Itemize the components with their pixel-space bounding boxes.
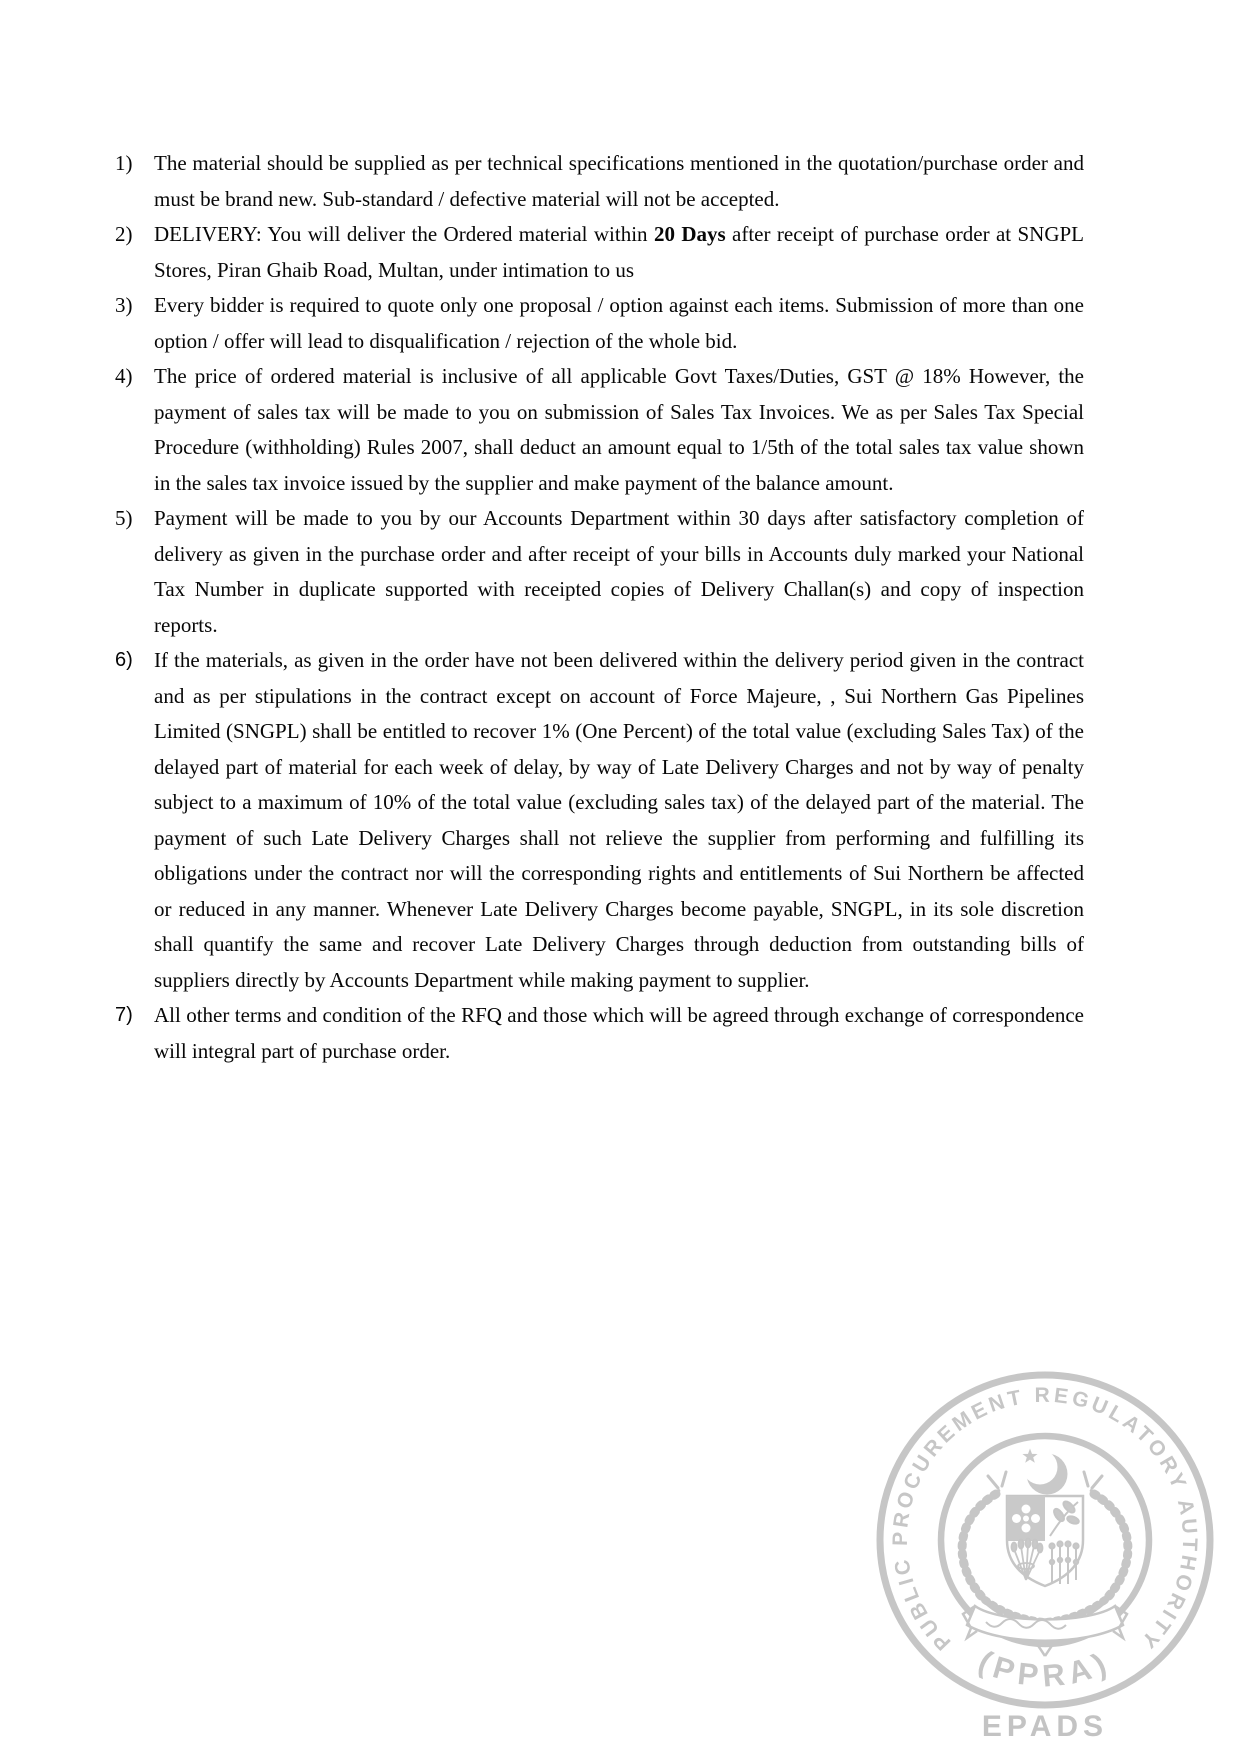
seal-outer-ring [880, 1375, 1210, 1705]
term-item [115, 288, 1084, 359]
term-item [115, 359, 1084, 501]
star-icon [1022, 1449, 1037, 1463]
shield-icon [1007, 1496, 1083, 1586]
crescent-icon [1023, 1450, 1068, 1495]
ppra-seal [880, 1375, 1210, 1743]
term-marker: 6) [115, 649, 133, 671]
term-marker: 4) [115, 364, 133, 388]
epads-label: EPADS [981, 1710, 1109, 1743]
term-item [115, 501, 1084, 643]
term-text: The price of ordered material is inclusive of all applicable Govt Taxes/Duties, GST @ 18% However, the payment of sales tax will be made to you on submission of Sales Tax Invoices. We as per Sales Tax Special Procedure (withholding) Rules 2007, shall deduct an amount equal to 1/5th of the total sales tax value shown in the sales tax invoice issued by the supplier and make payment of the balance amount. [154, 364, 1084, 495]
ppra-watermark [850, 1355, 1241, 1755]
term-item [115, 643, 1084, 998]
term-text: Every bidder is required to quote only one proposal / option against each items. Submission of more than one option / offer will lead to disqualification / rejection of the whole bid. [154, 293, 1084, 353]
seal-ring-title: PUBLIC PROCUREMENT REGULATORY AUTHORITY [888, 1383, 1202, 1655]
term-marker: 3) [115, 293, 133, 317]
term-item [115, 217, 1084, 288]
term-marker: 2) [115, 222, 133, 246]
term-text: All other terms and condition of the RFQ and those which will be agreed through exchange of correspondence will integral part of purchase order. [154, 1003, 1084, 1063]
term-marker: 5) [115, 506, 133, 530]
term-marker: 1) [115, 151, 133, 175]
seal-ppra-abbrev: (PPRA) [973, 1643, 1117, 1694]
pakistan-state-emblem-icon [962, 1449, 1128, 1657]
seal-inner-ring [941, 1436, 1149, 1644]
banner-icon [963, 1606, 1127, 1656]
term-item [115, 998, 1084, 1069]
terms-list [115, 146, 1084, 1069]
term-text: Payment will be made to you by our Accounts Department within 30 days after satisfactory completion of delivery as given in the purchase order and after receipt of your bills in Accounts duly marked your National Tax Number in duplicate supported with receipted copies of Delivery Challan(s) and copy of inspection reports. [154, 506, 1084, 637]
term-item [115, 146, 1084, 217]
term-text: DELIVERY: You will deliver the Ordered material within 20 Days after receipt of purchase order at SNGPL Stores, Piran Ghaib Road, Multan, under intimation to us [154, 222, 1084, 282]
wreath-icon [962, 1472, 1128, 1628]
term-text: If the materials, as given in the order have not been delivered within the delivery period given in the contract and as per stipulations in the contract except on account of Force Majeure, , Sui Northern Gas Pipelines Limited (SNGPL) shall be entitled to recover 1% (One Percent) of the total value (excluding Sales Tax) of the delayed part of material for each week of delay, by way of Late Delivery Charges and not by way of penalty subject to a maximum of 10% of the total value (excluding sales tax) of the delayed part of the material. The payment of such Late Delivery Charges shall not relieve the supplier from performing and fulfilling its obligations under the contract nor will the corresponding rights and entitlements of Sui Northern be affected or reduced in any manner. Whenever Late Delivery Charges become payable, SNGPL, in its sole discretion shall quantify the same and recover Late Delivery Charges through deduction from outstanding bills of suppliers directly by Accounts Department while making payment to supplier. [154, 648, 1084, 992]
term-text: The material should be supplied as per technical specifications mentioned in the quotation/purchase order and must be brand new. Sub-standard / defective material will not be accepted. [154, 151, 1084, 211]
term-marker: 7) [115, 1004, 133, 1026]
